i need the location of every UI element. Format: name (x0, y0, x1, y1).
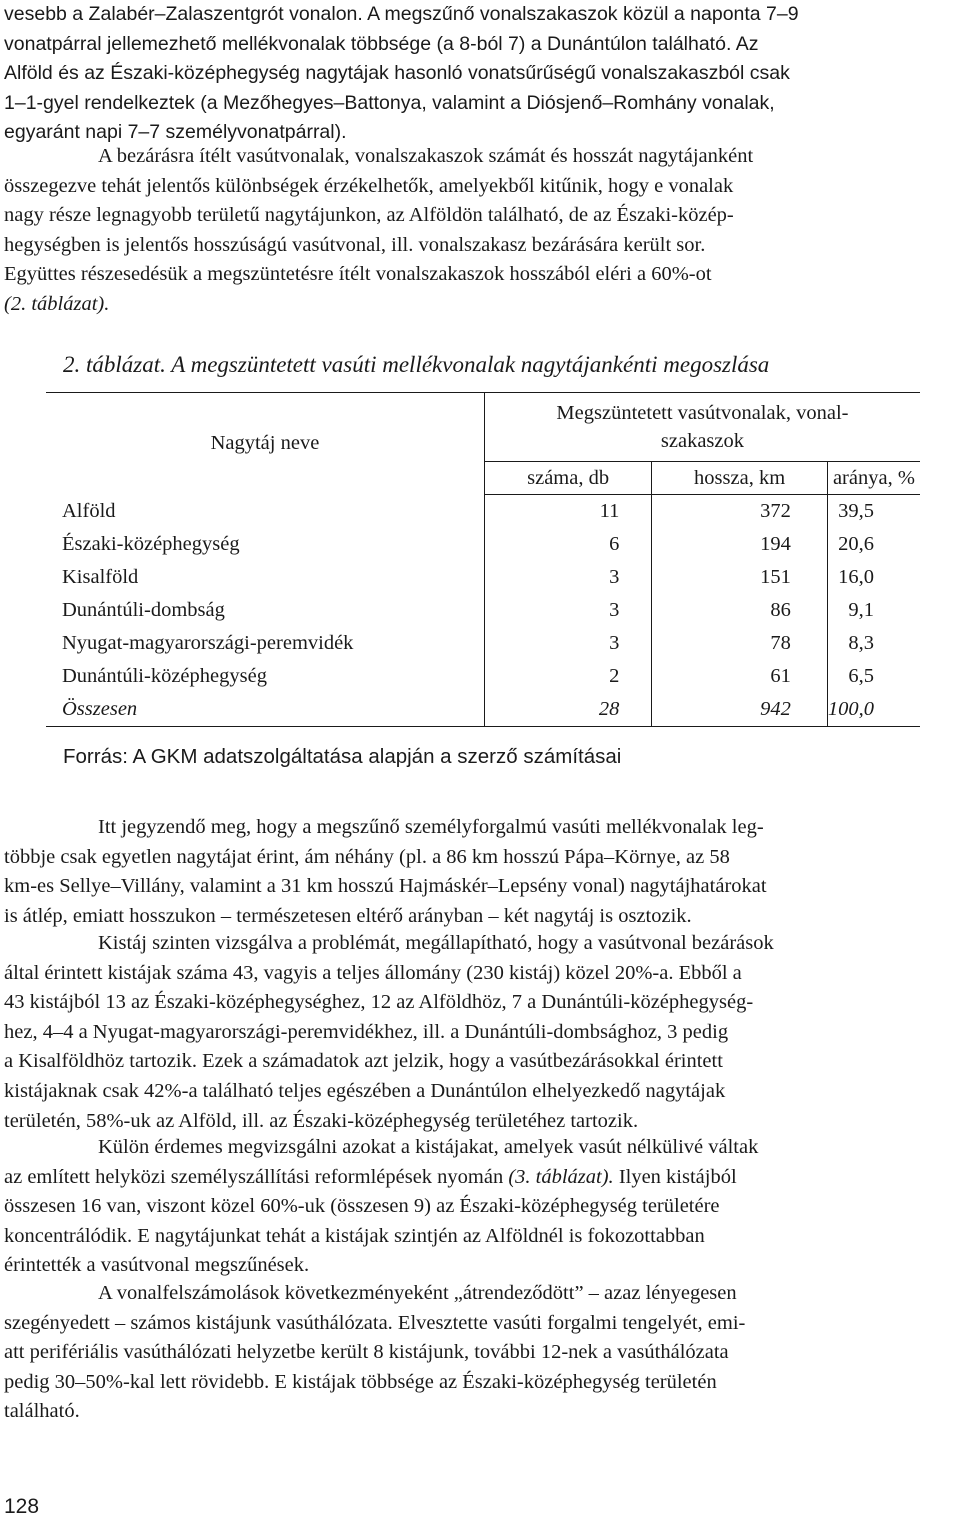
text-line: att perifériális vasúthálózati helyzetbe került 8 kistájunk, további 12-nek a vasúthálózata (4, 1341, 729, 1364)
text-line: összegezve tehát jelentős különbségek érzékelhetők, amelyekből kitűnik, hogy e vonalak (4, 174, 734, 197)
table-reference: (3. táblázat). (508, 1165, 614, 1188)
line-count: 3 (609, 566, 620, 588)
text-segment: Ilyen kistájból (613, 1165, 737, 1188)
line-count: 3 (609, 599, 620, 621)
line-share: 16,0 (838, 566, 874, 588)
table-row (46, 594, 920, 627)
line-share: 8,3 (848, 632, 874, 654)
text-line: km-es Sellye–Villány, valamint a 31 km hosszú Hajmáskér–Lepsény vonal) nagytájhatárokat (4, 875, 767, 898)
table-reference: (2. táblázat). (4, 292, 110, 315)
region-name: Összesen (46, 693, 484, 727)
line-share: 6,5 (848, 665, 874, 687)
line-length: 86 (652, 594, 828, 627)
line-share: 9,1 (848, 599, 874, 621)
text-line: 1–1-gyel rendelkeztek (a Mezőhegyes–Battonya, valamint a Diósjenő–Romhány vonalak, (4, 91, 775, 114)
text-line: is átlép, emiatt hosszukon – természetesen eltérő arányban – két nagytáj is osztozik. (4, 904, 692, 927)
table-row (46, 561, 920, 594)
header-closed-lines-line1: Megszüntetett vasútvonalak, vonal- (556, 402, 849, 424)
header-count: száma, db (484, 462, 651, 495)
table-row (46, 495, 920, 529)
header-length: hossza, km (652, 462, 828, 495)
header-closed-lines (484, 393, 920, 462)
region-name: Dunántúli-dombság (46, 594, 484, 627)
text-line: egyaránt napi 7–7 személyvonatpárral). (4, 121, 347, 144)
text-line: 43 kistájból 13 az Északi-középhegységhez, 12 az Alföldhöz, 7 a Dunántúli-középhegység- (4, 991, 754, 1014)
regions-table (46, 392, 920, 727)
text-line: A bezárásra ítélt vasútvonalak, vonalszakaszok számát és hosszát nagytájanként (98, 145, 754, 167)
text-line: által érintett kistájak száma 43, vagyis a teljes állomány (230 kistáj) közel 20%-a. Ebből a (4, 961, 742, 984)
table-caption-title: A megszüntetett vasúti mellékvonalak nagytájankénti megoszlása (171, 352, 770, 377)
table-caption (63, 352, 769, 378)
text-line: hegységben is jelentős hosszúságú vasútvonal, ill. vonalszakasz bezárására került sor. (4, 233, 706, 256)
line-length: 372 (652, 495, 828, 529)
text-line: többje csak egyetlen nagytájat érint, ám néhány (pl. a 86 km hosszú Pápa–Környe, az 58 (4, 845, 730, 868)
text-line: nagy része legnagyobb területű nagytájunkon, az Alföldön található, de az Északi-közép- (4, 204, 734, 227)
table-row (46, 660, 920, 693)
text-line: a Kisalföldhöz tartozik. Ezek a számadatok azt jelzik, hogy a vasútbezárásokkal érintett (4, 1050, 723, 1073)
text-line: érintették a vasútvonal megszűnések. (4, 1254, 310, 1277)
paragraph-6 (4, 1279, 959, 1427)
paragraph-2 (4, 142, 959, 320)
text-line: Kistáj szinten vizsgálva a problémát, megállapítható, hogy a vasútvonal bezárások (98, 932, 774, 954)
line-count: 3 (609, 632, 620, 654)
text-line: pedig 30–50%-kal lett rövidebb. E kistájak többsége az Északi-középhegység területén (4, 1370, 717, 1393)
line-count: 2 (609, 665, 620, 687)
text-line: található. (4, 1400, 80, 1423)
region-name: Dunántúli-középhegység (46, 660, 484, 693)
line-length: 942 (652, 693, 828, 727)
line-length: 61 (652, 660, 828, 693)
header-share: aránya, % (827, 462, 920, 495)
table-total-row (46, 693, 920, 727)
region-name: Alföld (46, 495, 484, 529)
text-line: Együttes részesedésük a megszüntetésre ítélt vonalszakaszok hosszából eléri a 60%-ot (4, 263, 712, 286)
line-length: 151 (652, 561, 828, 594)
line-count: 6 (609, 533, 620, 555)
text-line: összesen 16 van, viszont közel 60%-uk (összesen 9) az Északi-középhegység területére (4, 1195, 720, 1218)
text-line: A vonalfelszámolások következményeként „átrendeződött” – azaz lényegesen (98, 1282, 737, 1304)
text-line: kistájaknak csak 42%-a található teljes egészében a Dunántúlon elhelyezkedő nagytájak (4, 1079, 726, 1102)
line-share: 100,0 (827, 693, 920, 727)
header-closed-lines-line2: szakaszok (660, 430, 744, 452)
page-number: 128 (4, 1495, 40, 1518)
text-line: Alföld és az Északi-középhegység nagytájak hasonló vonatsűrűségű vonalszakaszból csak (4, 62, 790, 85)
text-line: szegényedett – számos kistájunk vasúthálózata. Elvesztette vasúti forgalmi tengelyét, emi- (4, 1311, 746, 1334)
text-line (4, 1163, 959, 1193)
table-source: Forrás: A GKM adatszolgáltatása alapján a szerző számításai (63, 745, 622, 768)
text-line: Külön érdemes megvizsgálni azokat a kistájakat, amelyek vasút nélkülivé váltak (98, 1136, 759, 1158)
text-line: vesebb a Zalabér–Zalaszentgrót vonalon. A megszűnő vonalszakaszok közül a naponta 7–9 (4, 3, 799, 25)
header-region-name: Nagytáj neve (46, 393, 484, 495)
line-length: 194 (652, 528, 828, 561)
table-row (46, 627, 920, 660)
text-line: koncentrálódik. E nagytájunkat tehát a kistájak szintjén az Alföldnél is fokozottabban (4, 1224, 705, 1247)
line-share: 39,5 (838, 500, 874, 522)
text-line: területén, 58%-uk az Alföld, ill. az Északi-középhegység területéhez tartozik. (4, 1109, 639, 1132)
region-name: Kisalföld (46, 561, 484, 594)
line-count: 11 (599, 500, 620, 522)
line-count: 28 (484, 693, 651, 727)
text-line: Itt jegyzendő meg, hogy a megszűnő személyforgalmú vasúti mellékvonalak leg- (98, 816, 764, 838)
table-row (46, 528, 920, 561)
line-share: 20,6 (838, 533, 874, 555)
paragraph-4 (4, 929, 959, 1136)
table-caption-number: 2. táblázat. (63, 352, 166, 377)
text-line: vonatpárral jellemezhető mellékvonalak többsége (a 8-ból 7) a Dunántúlon található. Az (4, 32, 759, 55)
paragraph-1 (4, 0, 959, 148)
paragraph-3 (4, 813, 959, 931)
region-name: Északi-középhegység (46, 528, 484, 561)
region-name: Nyugat-magyarországi-peremvidék (46, 627, 484, 660)
text-segment: az említett helyközi személyszállítási reformlépések nyomán (4, 1165, 509, 1188)
line-length: 78 (652, 627, 828, 660)
text-line: hez, 4–4 a Nyugat-magyarországi-peremvidékhez, ill. a Dunántúli-dombsághoz, 3 pedig (4, 1020, 729, 1043)
paragraph-5 (4, 1133, 959, 1281)
